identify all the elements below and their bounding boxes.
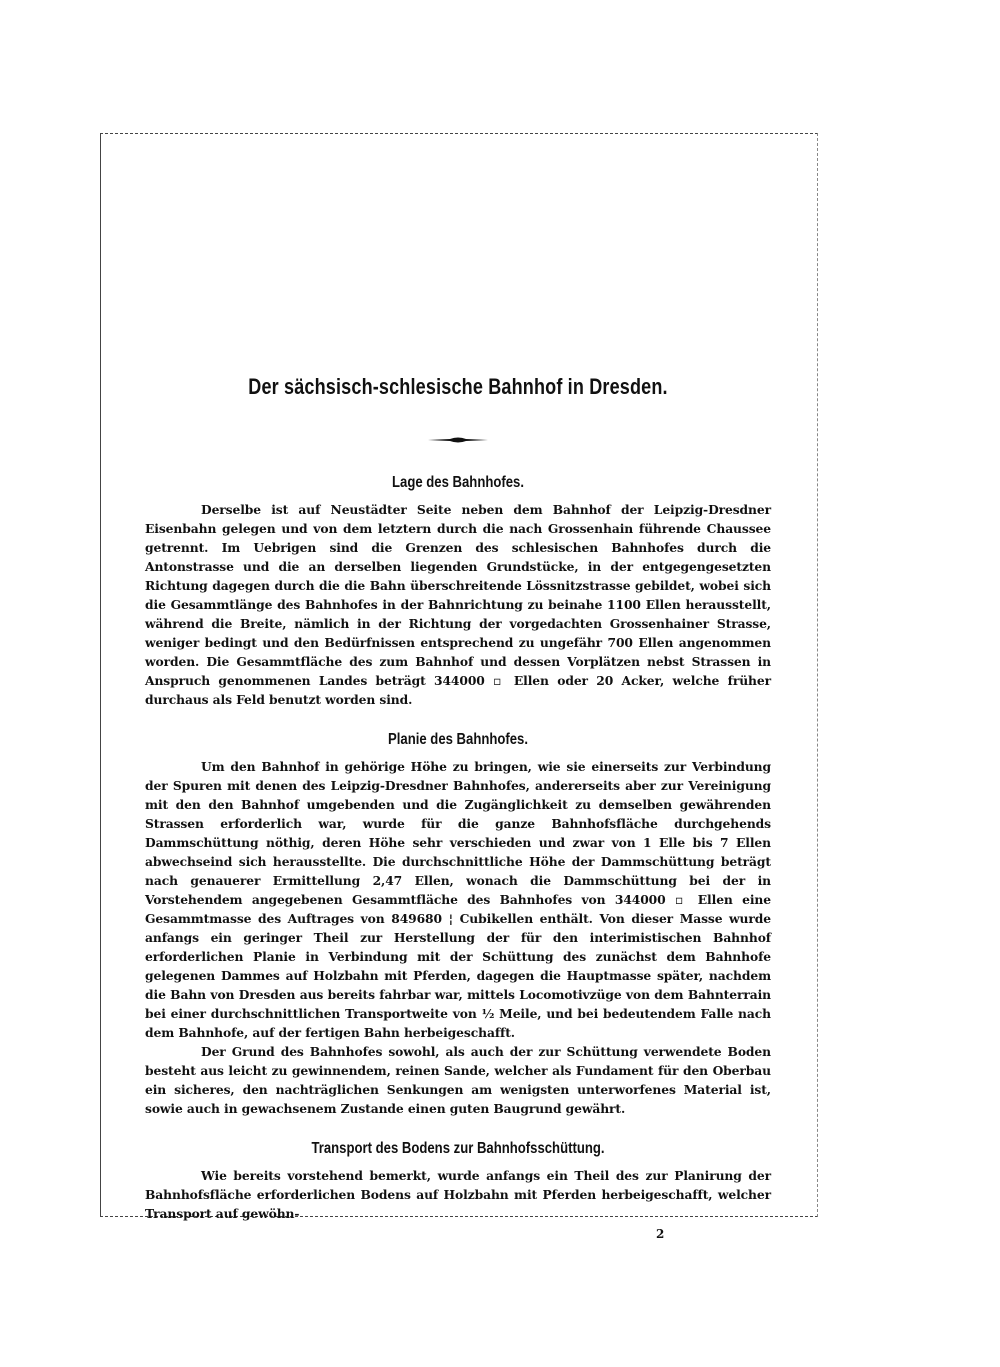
section-heading-planie: Planie des Bahnhofes.	[388, 731, 528, 748]
paragraph-transport: Wie bereits vorstehend bemerkt, wurde anfangs ein Theil des zur Planirung der Bahnhofsfläche erforderlichen Bodens auf Holzbahn mit Pferden herbeigeschafft, welcher Transport auf gewöhn-	[145, 1168, 771, 1221]
paragraph-planie-1: Um den Bahnhof in gehörige Höhe zu bringen, wie sie einerseits zur Verbindung der Spuren mit denen des Leipzig-Dresdner Bahnhofes, andererseits aber zur Vereinigung mit den den Bahnhof umgebenden und die Zugänglichkeit zu demselben gewährenden Strassen erforderlich war, wurde für die ganze Bahnhofsfläche durchgehends Dammschüttung nöthig, deren Höhe sehr verschieden und zwar von 1 Elle bis 7 Ellen abwechseind sich herausstellte. Die durchschnittliche Höhe der Dammschüttung beträgt nach genauerer Ermittellung 2,47 Ellen, wonach die Dammschüttung bei der in Vorstehendem angegebenen Gesammtfläche des Bahnhofes von 344000 ▫ Ellen eine Gesammtmasse des Auftrages von 849680 ¦ Cubikellen enthält. Von dieser Masse wurde anfangs ein geringer Theil zur Herstellung der für den interimistischen Bahnhof erforderlichen Planie in Verbindung mit der Schüttung des zunächst dem Bahnhofe gelegenen Dammes auf Holzbahn mit Pferden, dagegen die Hauptmasse später, nachdem die Bahn von Dresden aus bereits fahrbar war, mittels Locomotivzüge von dem Bahnterrain bei einer durchschnittlichen Transportweite von ½ Meile, und bei bedeutendem Falle nach dem Bahnhofe, auf der fertigen Bahn herbeigeschafft.	[145, 759, 771, 1040]
divider-ornament-icon	[428, 436, 488, 444]
section-heading-transport: Transport des Bodens zur Bahnhofsschüttung.	[311, 1140, 605, 1157]
document-body	[145, 360, 771, 1223]
section-heading-lage: Lage des Bahnhofes.	[392, 474, 524, 491]
paragraph-lage: Derselbe ist auf Neustädter Seite neben dem Bahnhof der Leipzig-Dresdner Eisenbahn gelegen und von dem letztern durch die nach Grossenhain führende Chaussee getrennt. Im Uebrigen sind die Grenzen des schlesischen Bahnhofes durch die Antonstrasse und die an derselben liegenden Grundstücke, in der entgegengesetzten Richtung dagegen durch die die Bahn überschreitende Lössnitzstrasse gebildet, wobei sich die Gesammtlänge des Bahnhofes in der Bahnrichtung zu beinahe 1100 Ellen herausstellt, während die Breite, nämlich in der Richtung der vorgedachten Grossenhainer Strasse, weniger bedingt und den Bedürfnissen entsprechend zu ungefähr 700 Ellen angenommen worden. Die Gesammtfläche des zum Bahnhof und dessen Vorplätzen nebst Strassen in Anspruch genommenen Landes beträgt 344000 ▫ Ellen oder 20 Acker, welche früher durchaus als Feld benutzt worden sind.	[145, 502, 771, 707]
paragraph-planie-2: Der Grund des Bahnhofes sowohl, als auch der zur Schüttung verwendete Boden besteht aus leicht zu gewinnendem, reinen Sande, welcher als Fundament für den Oberbau ein sicheres, den nachträglichen Senkungen am wenigsten unterworfenes Material ist, sowie auch in gewachsenem Zustande einen guten Baugrund gewährt.	[145, 1044, 771, 1116]
page-number: 2	[656, 1227, 665, 1241]
document-title: Der sächsisch-schlesische Bahnhof in Dresden.	[248, 374, 668, 399]
